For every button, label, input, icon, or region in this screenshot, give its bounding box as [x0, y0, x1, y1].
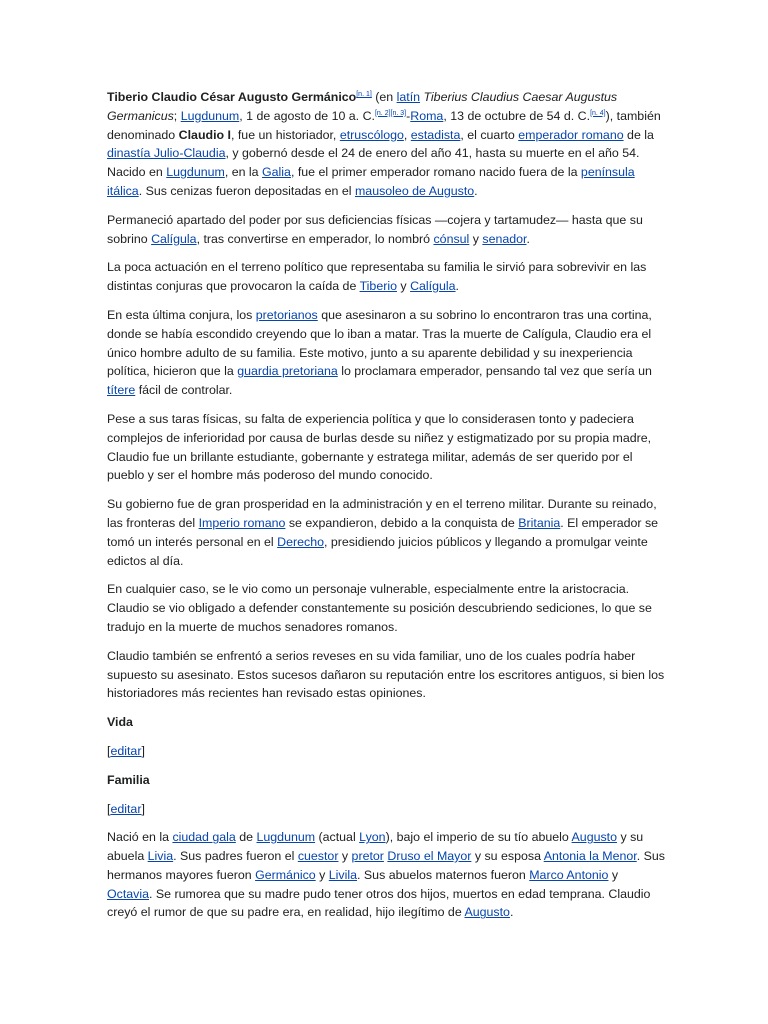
intro-paragraph: Tiberio Claudio César Augusto Germánico[n. 1] (en latín Tiberius Claudius Caesar Augustus Germanicus; Lugdunum, 1 de agosto de 10 a. C.[n. 2][n. 3]-Roma, 13 de octubre de 54 d. C.[n. 4]), también denominado Claudio I, fue un historiador, etruscólogo, estadista, el cuarto emperador romano de la dinastía Julio-Claudia, y gobernó desde el 24 de enero del año 41, hasta su muerte en el año 54. Nacido en Lugdunum, en la Galia, fue el primer emperador romano nacido fuera de la península itálica. Sus cenizas fueron depositadas en el mausoleo de Augusto.: [107, 90, 661, 198]
link-emperador-romano[interactable]: emperador romano: [518, 127, 624, 142]
article-body: [107, 88, 665, 932]
edit-link-familia[interactable]: editar: [110, 801, 142, 816]
link-galia[interactable]: Galia: [262, 165, 291, 180]
link-britania[interactable]: Britania: [518, 515, 561, 530]
link-livila[interactable]: Livila: [328, 867, 358, 882]
link-tiberio[interactable]: Tiberio: [359, 279, 397, 294]
link-titere[interactable]: títere: [107, 383, 136, 398]
paragraph-6: Su gobierno fue de gran prosperidad en la administración y en el terreno militar. Durante su reinado, las fronteras del Imperio romano se expandieron, debido a la conquista de Britania. El emperador se tomó un interés personal en el Derecho, presidiendo juicios públicos y llegando a promulgar veinte edictos al día.: [107, 497, 659, 568]
link-dinastia-julio-claudia[interactable]: dinastía Julio-Claudia: [107, 146, 226, 161]
paragraph-8: Claudio también se enfrentó a serios reveses en su vida familiar, uno de los cuales podría haber supuesto su asesinato. Estos sucesos dañaron su reputación entre los escritores antiguos, si bien los historiadores más recientes han revisado estas opiniones.: [107, 648, 665, 701]
link-imperio-romano[interactable]: Imperio romano: [198, 515, 286, 530]
link-pretor[interactable]: pretor: [351, 849, 384, 864]
link-senador[interactable]: senador: [482, 231, 527, 246]
link-augusto[interactable]: Augusto: [571, 830, 618, 845]
link-etruscologo[interactable]: etruscólogo: [339, 127, 404, 142]
latin-name: Tiberius Claudius Caesar Augustus Germanicus: [107, 90, 618, 123]
paragraph-3: La poca actuación en el terreno político que representaba su familia le sirvió para sobrevivir en las distintas conjuras que provocaron la caída de Tiberio y Calígula.: [107, 260, 647, 294]
link-lyon[interactable]: Lyon: [359, 830, 386, 845]
link-octavia[interactable]: Octavia: [107, 886, 150, 901]
footnote-n2[interactable]: [375, 110, 391, 117]
edit-section-familia: [editar]: [107, 801, 145, 816]
link-antonia-la-menor[interactable]: Antonia la Menor: [543, 849, 637, 864]
link-germanico[interactable]: Germánico: [255, 867, 316, 882]
edit-section-vida: [editar]: [107, 743, 145, 758]
paragraph-2: Permaneció apartado del poder por sus deficiencias físicas —cojera y tartamudez— hasta que su sobrino Calígula, tras convertirse en emperador, lo nombró cónsul y senador.: [107, 212, 643, 246]
footnote-n4[interactable]: [590, 110, 606, 117]
link-peninsula-italica[interactable]: península itálica: [107, 165, 635, 198]
section-heading-familia: Familia: [107, 772, 150, 787]
link-consul[interactable]: cónsul: [433, 231, 470, 246]
footnote-n3-link[interactable]: [n. 3]: [390, 109, 407, 117]
link-roma[interactable]: Roma: [410, 108, 444, 123]
link-livia[interactable]: Livia: [147, 849, 174, 864]
link-lugdunum[interactable]: Lugdunum: [180, 108, 240, 123]
link-caligula-2[interactable]: Calígula: [410, 279, 456, 294]
claudius-i-label: Claudio I: [178, 127, 231, 142]
link-ciudad-gala[interactable]: ciudad gala: [172, 830, 236, 845]
paragraph-5: Pese a sus taras físicas, su falta de experiencia política y que lo considerasen tonto y padeciera complejos de inferioridad por causa de burlas desde su niñez y estigmatizado por su propia madre, Claudio fue un brillante estudiante, gobernante y estratega militar, además de ser querido por el pueblo y ser el hombre más poderoso del mundo conocido.: [107, 411, 652, 483]
paragraph-familia: Nació en la ciudad gala de Lugdunum (actual Lyon), bajo el imperio de su tío abuelo Augusto y su abuela Livia. Sus padres fueron el cuestor y pretor Druso el Mayor y su esposa Antonia la Menor. Sus hermanos mayores fueron Germánico y Livila. Sus abuelos maternos fueron Marco Antonio y Octavia. Se rumorea que su madre pudo tener otros dos hijos, muertos en edad temprana. Claudio creyó el rumor de que su padre era, en realidad, hijo ilegítimo de Augusto.: [107, 830, 665, 920]
footnote-n3[interactable]: [391, 110, 407, 117]
link-caligula[interactable]: Calígula: [151, 231, 197, 246]
paragraph-4: En esta última conjura, los pretorianos que asesinaron a su sobrino lo encontraron tras una cortina, donde se había escondido creyendo que lo iban a matar. Tras la muerte de Calígula, Claudio era el único hombre adulto de su familia. Este motivo, junto a su aparente debilidad y su inexperiencia política, hicieron que la guardia pretoriana lo proclamara emperador, pensando tal vez que sería un títere fácil de controlar.: [107, 307, 652, 398]
edit-link-vida[interactable]: editar: [110, 743, 142, 758]
footnote-n2-link[interactable]: [n. 2]: [374, 109, 391, 117]
link-derecho[interactable]: Derecho: [277, 534, 324, 549]
link-latin[interactable]: latín: [396, 90, 421, 104]
link-lugdunum-2[interactable]: Lugdunum: [166, 165, 225, 180]
link-guardia-pretoriana[interactable]: guardia pretoriana: [237, 364, 338, 379]
link-augusto-2[interactable]: Augusto: [464, 905, 510, 920]
article-subject-name: Tiberio Claudio César Augusto Germánico: [107, 90, 357, 104]
link-pretorianos[interactable]: pretorianos: [255, 307, 318, 322]
paragraph-7: En cualquier caso, se le vio como un personaje vulnerable, especialmente entre la aristocracia. Claudio se vio obligado a defender constantemente su posición descubriendo sediciones, lo que se tradujo en la muerte de muchos senadores romanos.: [107, 582, 652, 634]
link-mausoleo-augusto[interactable]: mausoleo de Augusto: [354, 183, 475, 198]
footnote-n1-link[interactable]: [n. 1]: [356, 90, 372, 98]
section-heading-vida: Vida: [107, 715, 133, 730]
link-marco-antonio[interactable]: Marco Antonio: [529, 867, 609, 882]
link-estadista[interactable]: estadista: [410, 127, 461, 142]
footnote-n4-link[interactable]: [n. 4]: [590, 109, 606, 117]
footnote-n1[interactable]: [356, 91, 372, 98]
link-cuestor[interactable]: cuestor: [297, 849, 339, 864]
link-druso-el-mayor[interactable]: Druso el Mayor: [387, 849, 472, 864]
link-lugdunum-3[interactable]: Lugdunum: [256, 830, 316, 845]
